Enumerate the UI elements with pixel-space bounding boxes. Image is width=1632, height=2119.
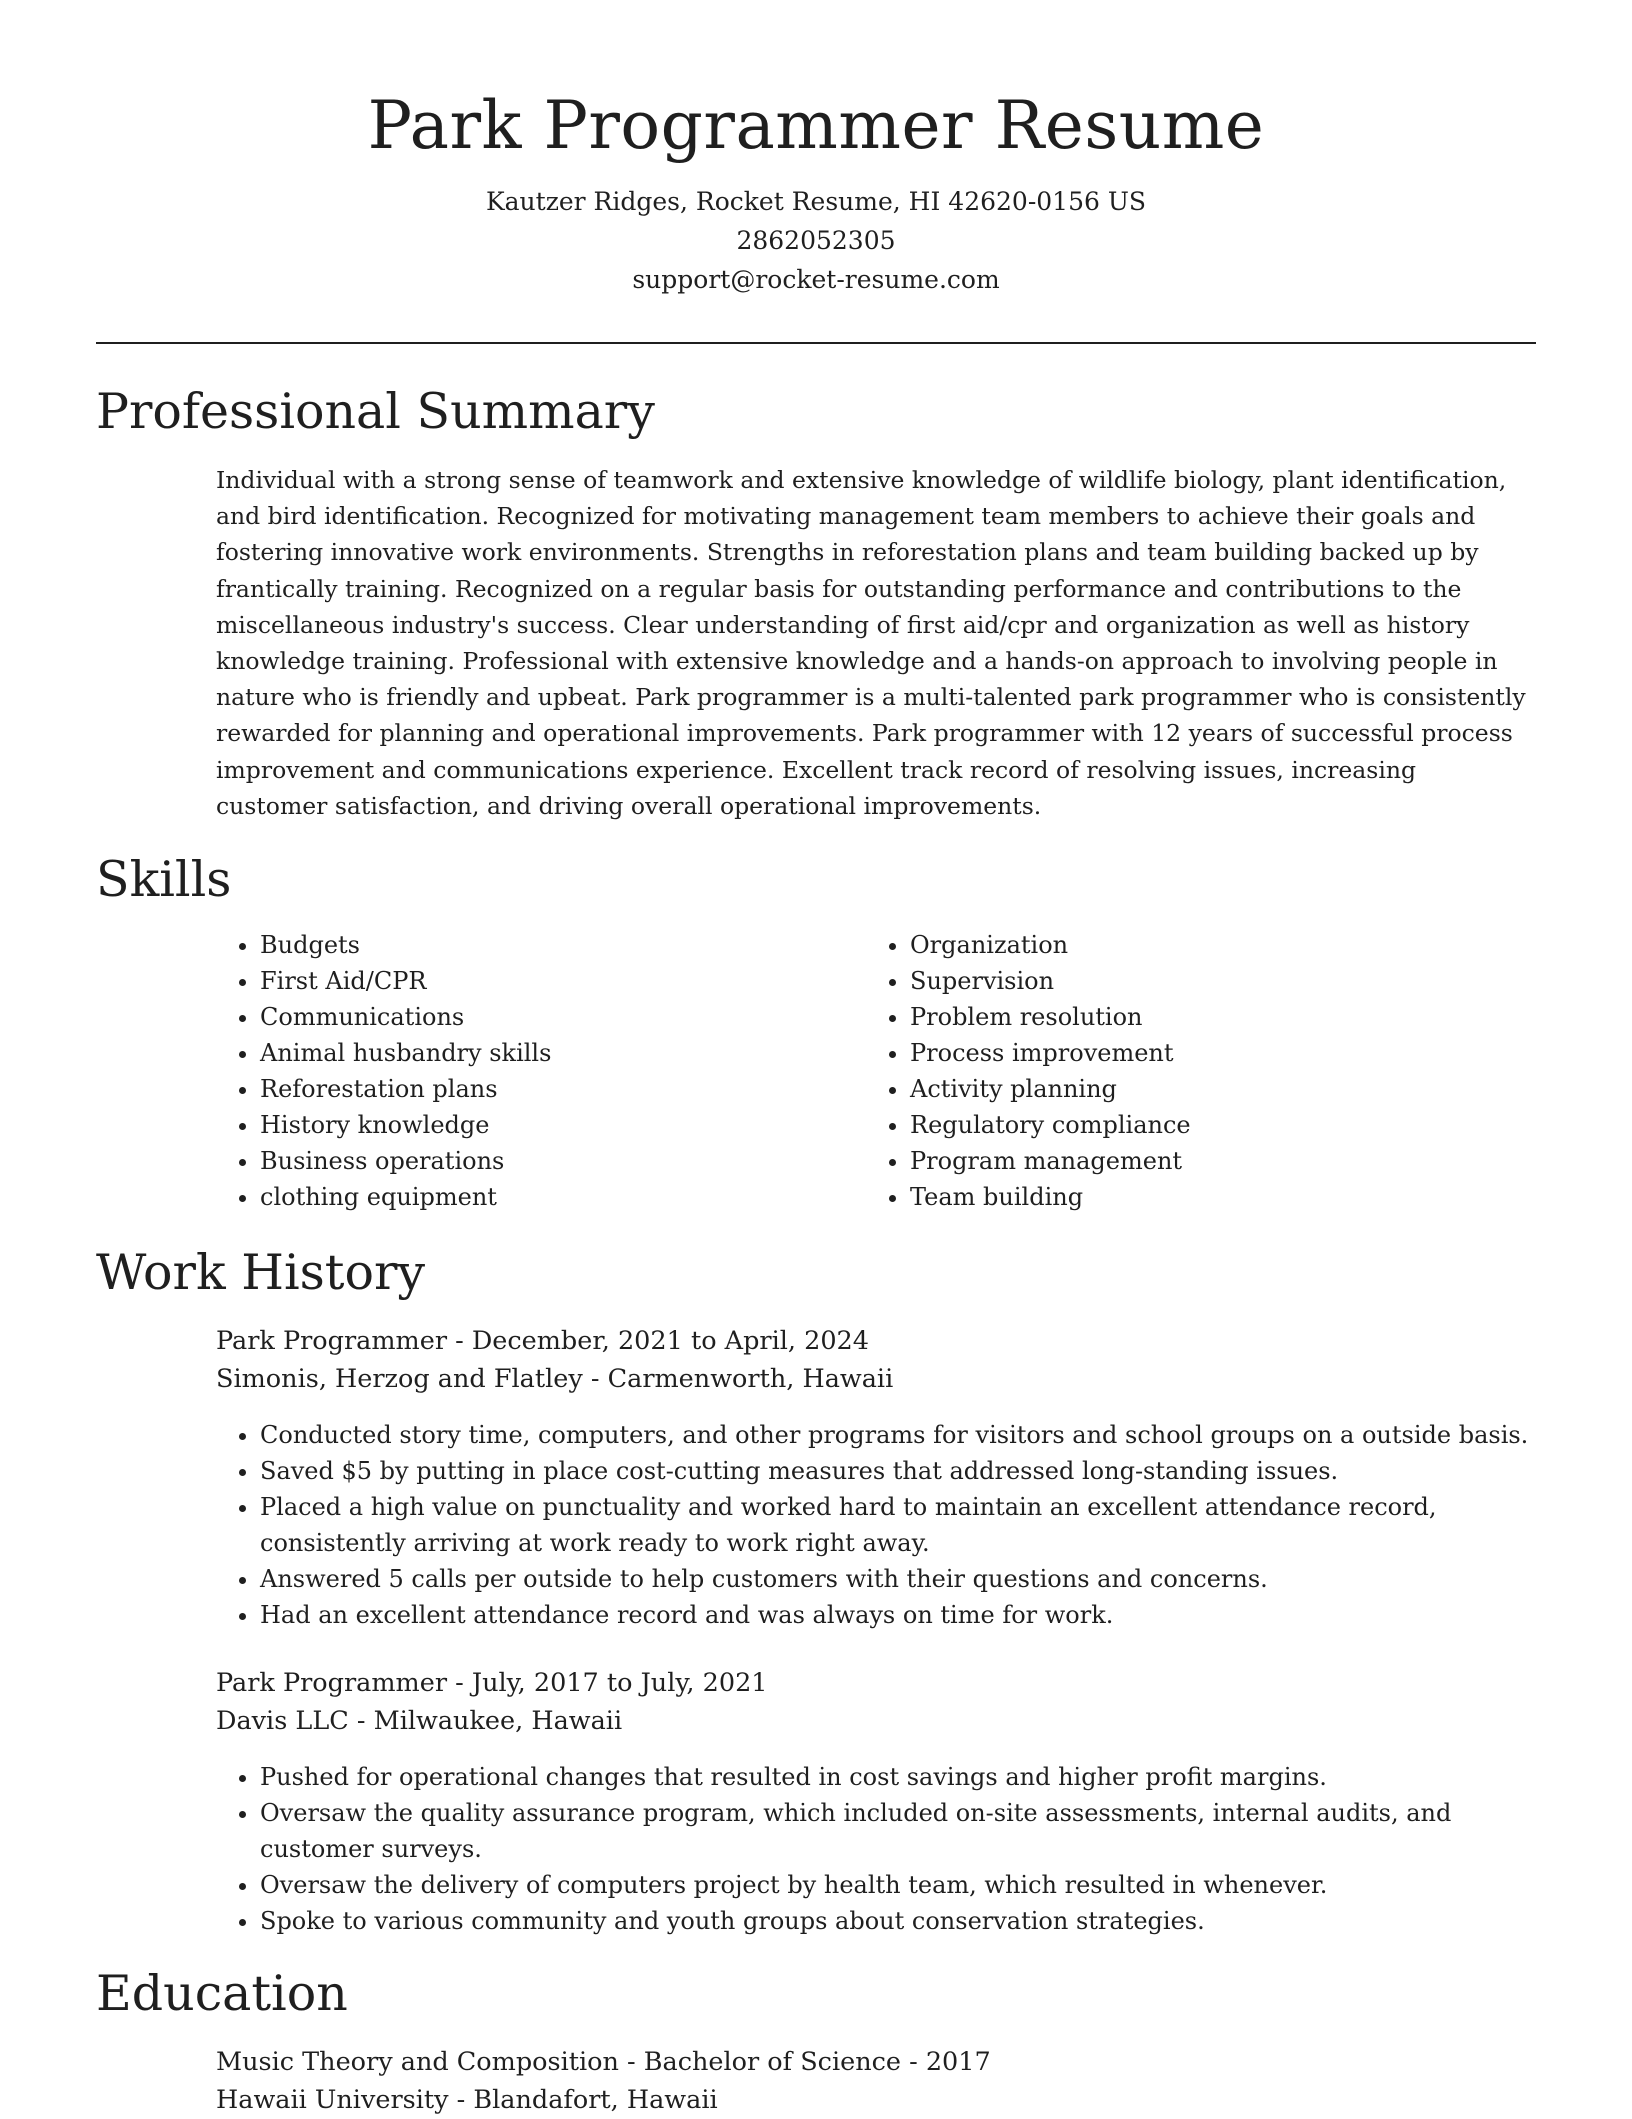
resume-header [96, 78, 1536, 299]
duty-item: • Had an excellent attendance record and was always on time for work. [260, 1597, 1546, 1633]
education-school: Hawaii University - Blandafort, Hawaii [216, 2085, 718, 2115]
skill-item: • Organization [910, 927, 1466, 963]
skills-list-right [866, 927, 1466, 1215]
skill-item: • Reforestation plans [260, 1071, 816, 1107]
education-degree: Music Theory and Composition - Bachelor of Science - 2017 [216, 2047, 991, 2077]
skill-item: • History knowledge [260, 1107, 816, 1143]
duty-item: • Pushed for operational changes that resulted in cost savings and higher profit margins. [260, 1759, 1546, 1795]
skill-item: • Budgets [260, 927, 816, 963]
summary-text: Individual with a strong sense of teamwork and extensive knowledge of wildlife biology, plant identification, and bird identification. Recognized for motivating management team members to achieve their goals and fostering innovative work environments. Strengths in reforestation plans and team building backed up by frantically training. Recognized on a regular basis for outstanding performance and contributions to the miscellaneous industry's success. Clear understanding of first aid/cpr and organization as well as history knowledge training. Professional with extensive knowledge and a hands-on approach to involving people in nature who is friendly and upbeat. Park programmer is a multi-talented park programmer who is consistently rewarded for planning and operational improvements. Park programmer with 12 years of successful process improvement and communications experience. Excellent track record of resolving issues, increasing customer satisfaction, and driving overall operational improvements. [216, 466, 1526, 820]
summary-heading: Professional Summary [96, 383, 655, 440]
skills-list-left [216, 927, 816, 1215]
skill-item: • Team building [910, 1179, 1466, 1215]
duties-list [216, 1759, 1546, 1939]
duty-item: • Spoke to various community and youth groups about conservation strategies. [260, 1903, 1546, 1939]
duty-item: • Placed a high value on punctuality and worked hard to maintain an excellent attendance record, consistently arriving at work ready to work right away. [260, 1489, 1546, 1561]
skills-heading: Skills [96, 851, 232, 908]
skill-item: • Regulatory compliance [910, 1107, 1466, 1143]
skill-item: • Supervision [910, 963, 1466, 999]
resume-title: Park Programmer Resume [367, 87, 1265, 164]
contact-phone: 2862052305 [736, 226, 896, 255]
job-title-dates: Park Programmer - December, 2021 to April, 2024 [216, 1326, 870, 1356]
skill-item: • Process improvement [910, 1035, 1466, 1071]
job-entry-1-duties [216, 1417, 1546, 1633]
skills-column-right [866, 927, 1466, 1215]
duty-item: • Answered 5 calls per outside to help customers with their questions and concerns. [260, 1561, 1546, 1597]
job-entry-1-header [216, 1322, 1536, 1398]
work-history-heading: Work History [96, 1244, 426, 1301]
skill-item: • Communications [260, 999, 816, 1035]
skills-column-left [216, 927, 816, 1215]
duty-item: • Oversaw the quality assurance program, which included on-site assessments, internal audits, and customer surveys. [260, 1795, 1546, 1867]
duty-item: • Conducted story time, computers, and other programs for visitors and school groups on a outside basis. [260, 1417, 1546, 1453]
education-heading: Education [96, 1965, 348, 2022]
education-entry-1 [216, 2043, 1536, 2119]
skill-item: • First Aid/CPR [260, 963, 816, 999]
job-company-location: Simonis, Herzog and Flatley - Carmenworth, Hawaii [216, 1364, 894, 1394]
job-title-dates: Park Programmer - July, 2017 to July, 2021 [216, 1668, 768, 1698]
contact-email: support@rocket-resume.com [632, 265, 1000, 294]
skill-item: • Activity planning [910, 1071, 1466, 1107]
skill-item: • Animal husbandry skills [260, 1035, 816, 1071]
header-divider [96, 342, 1536, 344]
skill-item: • clothing equipment [260, 1179, 816, 1215]
job-entry-2-duties [216, 1759, 1546, 1939]
contact-address: Kautzer Ridges, Rocket Resume, HI 42620-0156 US [485, 187, 1147, 216]
duty-item: • Saved $5 by putting in place cost-cutting measures that addressed long-standing issues. [260, 1453, 1546, 1489]
skill-item: • Problem resolution [910, 999, 1466, 1035]
duties-list [216, 1417, 1546, 1633]
skill-item: • Business operations [260, 1143, 816, 1179]
skill-item: • Program management [910, 1143, 1466, 1179]
job-company-location: Davis LLC - Milwaukee, Hawaii [216, 1706, 623, 1736]
job-entry-2-header [216, 1664, 1536, 1740]
duty-item: • Oversaw the delivery of computers project by health team, which resulted in whenever. [260, 1867, 1546, 1903]
